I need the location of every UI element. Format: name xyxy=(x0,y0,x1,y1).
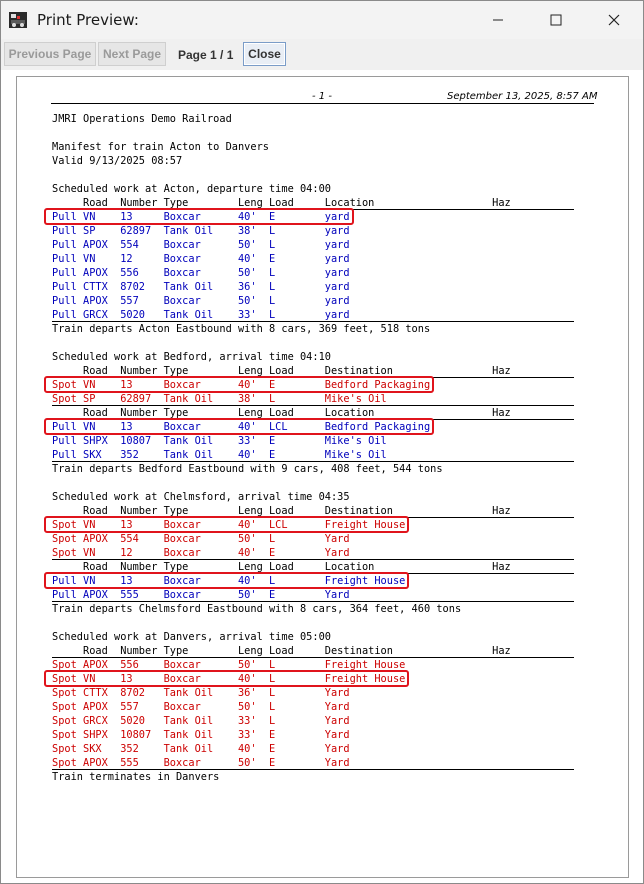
section-rule xyxy=(52,601,574,602)
section-rule xyxy=(52,321,574,322)
highlight-box xyxy=(44,670,409,687)
manifest-line: Road Number Type Leng Load Location Haz xyxy=(52,197,511,209)
highlight-box xyxy=(44,572,409,589)
manifest-line: Pull VN 13 Boxcar 40' LCL Bedford Packaging xyxy=(52,421,431,433)
minimize-button[interactable] xyxy=(469,1,527,39)
manifest-line: Road Number Type Leng Load Location Haz xyxy=(52,407,511,419)
manifest-line: Spot APOX 556 Boxcar 50' L Freight House xyxy=(52,659,406,671)
manifest-line: Train terminates in Danvers xyxy=(52,771,220,783)
manifest-line: Spot VN 13 Boxcar 40' LCL Freight House xyxy=(52,519,406,531)
close-window-button[interactable] xyxy=(585,1,643,39)
manifest-line: Spot APOX 557 Boxcar 50' L Yard xyxy=(52,701,350,713)
page-indicator: Page 1 / 1 xyxy=(178,48,234,62)
manifest-line: Pull VN 12 Boxcar 40' E yard xyxy=(52,253,350,265)
manifest-line: Pull APOX 555 Boxcar 50' E Yard xyxy=(52,589,350,601)
manifest-line: Spot APOX 555 Boxcar 50' E Yard xyxy=(52,757,350,769)
page-number: - 1 - xyxy=(312,91,332,102)
manifest-line: Scheduled work at Danvers, arrival time 05:00 xyxy=(52,631,331,643)
window-title: Print Preview: xyxy=(37,11,139,29)
close-button[interactable]: Close xyxy=(243,42,286,66)
manifest-line: Spot SP 62897 Tank Oil 38' L Mike's Oil xyxy=(52,393,387,405)
previous-page-button[interactable]: Previous Page xyxy=(4,42,96,66)
highlight-box xyxy=(44,208,354,225)
manifest-line: Spot GRCX 5020 Tank Oil 33' L Yard xyxy=(52,715,350,727)
section-rule xyxy=(52,559,574,560)
manifest-line: Pull SKX 352 Tank Oil 40' E Mike's Oil xyxy=(52,449,387,461)
manifest-line: Scheduled work at Acton, departure time 04:00 xyxy=(52,183,331,195)
maximize-icon xyxy=(550,14,562,26)
train-icon xyxy=(8,10,28,30)
manifest-line: Pull APOX 557 Boxcar 50' L yard xyxy=(52,295,350,307)
close-icon xyxy=(608,14,620,26)
manifest-line: Spot SKX 352 Tank Oil 40' E Yard xyxy=(52,743,350,755)
manifest-line: Pull VN 13 Boxcar 40' L Freight House xyxy=(52,575,406,587)
toolbar xyxy=(1,39,643,69)
manifest-line: Pull SHPX 10807 Tank Oil 33' E Mike's Oil xyxy=(52,435,387,447)
manifest-line: Pull APOX 554 Boxcar 50' L yard xyxy=(52,239,350,251)
manifest-line: Scheduled work at Chelmsford, arrival time 04:35 xyxy=(52,491,350,503)
manifest-line: Road Number Type Leng Load Destination Haz xyxy=(52,645,511,657)
manifest-line: Pull VN 13 Boxcar 40' E yard xyxy=(52,211,350,223)
manifest-line: Train departs Bedford Eastbound with 9 cars, 408 feet, 544 tons xyxy=(52,463,443,475)
title-bar xyxy=(1,1,643,39)
manifest-line: Manifest for train Acton to Danvers xyxy=(52,141,269,153)
minimize-icon xyxy=(492,14,504,26)
manifest-line: Pull APOX 556 Boxcar 50' L yard xyxy=(52,267,350,279)
manifest-line: Road Number Type Leng Load Destination Haz xyxy=(52,365,511,377)
manifest-line: Spot SHPX 10807 Tank Oil 33' E Yard xyxy=(52,729,350,741)
manifest-line: Pull SP 62897 Tank Oil 38' L yard xyxy=(52,225,350,237)
manifest-line: Pull GRCX 5020 Tank Oil 33' L yard xyxy=(52,309,350,321)
manifest-line: Scheduled work at Bedford, arrival time 04:10 xyxy=(52,351,331,363)
next-page-button[interactable]: Next Page xyxy=(98,42,166,66)
highlight-box xyxy=(44,418,434,435)
manifest-line: Pull CTTX 8702 Tank Oil 36' L yard xyxy=(52,281,350,293)
manifest-line: Road Number Type Leng Load Location Haz xyxy=(52,561,511,573)
manifest-line: Train departs Acton Eastbound with 8 cars, 369 feet, 518 tons xyxy=(52,323,431,335)
print-date: September 13, 2025, 8:57 AM xyxy=(447,91,598,102)
manifest-line: Train departs Chelmsford Eastbound with 8 cars, 364 feet, 460 tons xyxy=(52,603,462,615)
highlight-box xyxy=(44,516,409,533)
manifest-line: Valid 9/13/2025 08:57 xyxy=(52,155,183,167)
section-rule xyxy=(52,657,574,658)
manifest-line: Spot VN 13 Boxcar 40' E Bedford Packaging xyxy=(52,379,431,391)
manifest-line: JMRI Operations Demo Railroad xyxy=(52,113,232,125)
maximize-button[interactable] xyxy=(527,1,585,39)
header-divider xyxy=(51,103,594,104)
manifest-line: Road Number Type Leng Load Destination Haz xyxy=(52,505,511,517)
manifest-line: Spot CTTX 8702 Tank Oil 36' L Yard xyxy=(52,687,350,699)
section-rule xyxy=(52,769,574,770)
manifest-line: Spot VN 12 Boxcar 40' E Yard xyxy=(52,547,350,559)
section-rule xyxy=(52,405,574,406)
manifest-line: Spot VN 13 Boxcar 40' L Freight House xyxy=(52,673,406,685)
section-rule xyxy=(52,461,574,462)
manifest-line: Spot APOX 554 Boxcar 50' L Yard xyxy=(52,533,350,545)
highlight-box xyxy=(44,376,434,393)
